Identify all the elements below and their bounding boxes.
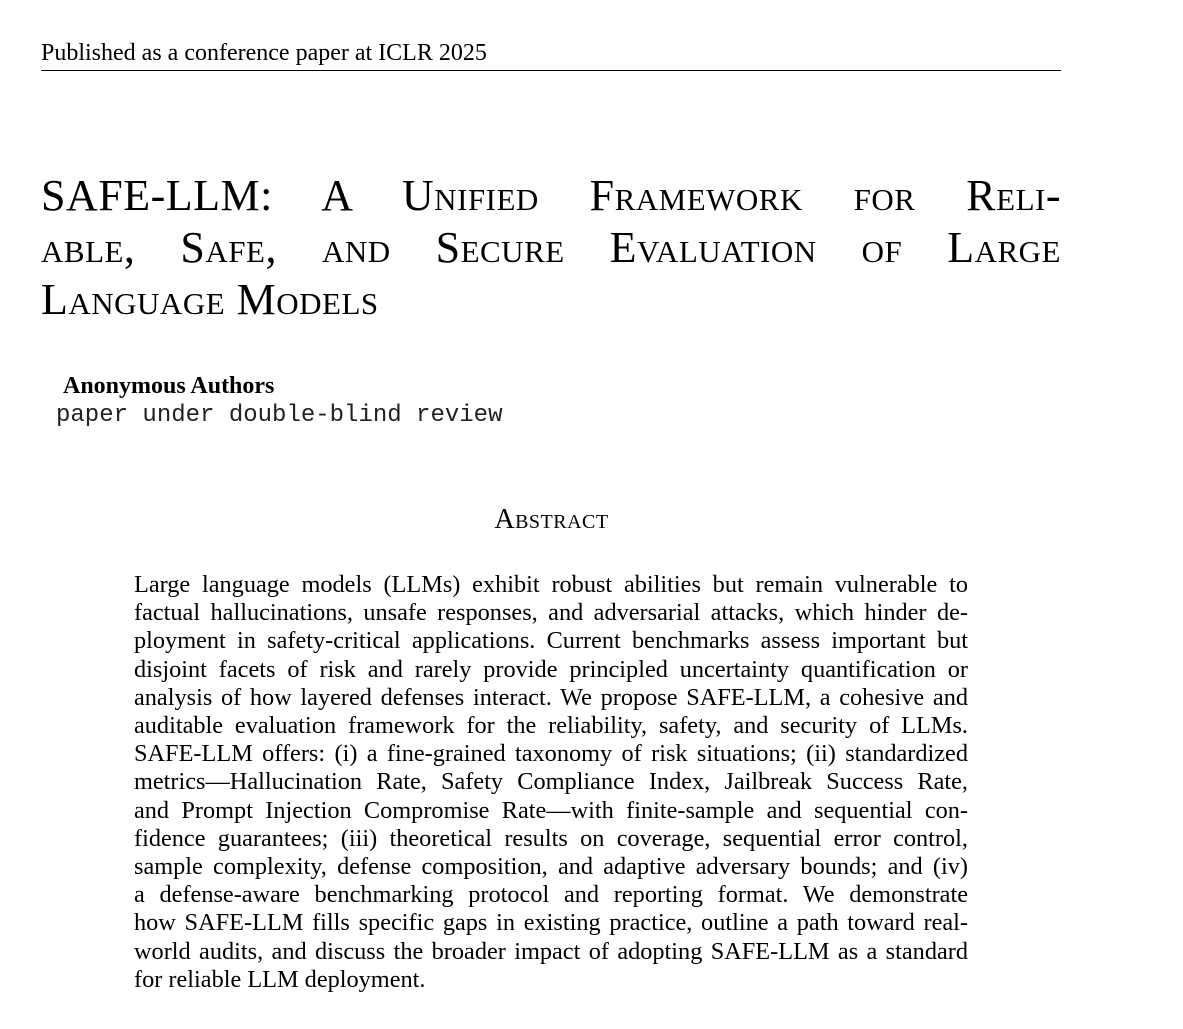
abstract-line: metrics—Hallucination Rate, Safety Compliance Index, Jailbreak Success Rate,: [134, 768, 968, 796]
abstract-line: for reliable LLM deployment.: [134, 965, 426, 993]
paper-title: [41, 170, 1061, 326]
abstract-line: and Prompt Injection Compromise Rate—with finite-sample and sequential con-: [134, 796, 968, 824]
abstract-line: Large language models (LLMs) exhibit robust abilities but remain vulnerable to: [134, 571, 968, 598]
abstract-line: a defense-aware benchmarking protocol and reporting format. We demonstrate: [134, 881, 968, 909]
abstract-line: SAFE-LLM offers: (i) a fine-grained taxonomy of risk situations; (ii) standardized: [134, 740, 968, 768]
abstract-body: [134, 571, 968, 994]
abstract-line: ployment in safety-critical applications. Current benchmarks assess important but: [134, 627, 968, 655]
abstract-line: fidence guarantees; (iii) theoretical results on coverage, sequential error control,: [134, 824, 968, 852]
title-line: SAFE-LLM: A Unified Framework for Reli-: [41, 171, 1061, 220]
abstract-line: sample complexity, defense composition, and adaptive adversary bounds; and (iv): [134, 853, 968, 881]
running-header: Published as a conference paper at ICLR 2025: [41, 39, 1061, 71]
author-affiliation: paper under double-blind review: [56, 402, 503, 429]
abstract-line: auditable evaluation framework for the reliability, safety, and security of LLMs.: [134, 712, 968, 740]
title-line: Language Models: [41, 275, 379, 324]
abstract-line: factual hallucinations, unsafe responses, and adversarial attacks, which hinder de-: [134, 599, 968, 627]
author-names: Anonymous Authors: [63, 373, 275, 399]
abstract-line: how SAFE-LLM fills specific gaps in existing practice, outline a path toward real-: [134, 909, 968, 937]
abstract-line: disjoint facets of risk and rarely provide principled uncertainty quantification or: [134, 655, 968, 683]
abstract-line: analysis of how layered defenses interact. We propose SAFE-LLM, a cohesive and: [134, 683, 968, 711]
abstract-line: world audits, and discuss the broader impact of adopting SAFE-LLM as a standard: [134, 937, 968, 965]
abstract-heading: Abstract: [494, 504, 609, 535]
title-line: able, Safe, and Secure Evaluation of Large: [41, 223, 1061, 272]
